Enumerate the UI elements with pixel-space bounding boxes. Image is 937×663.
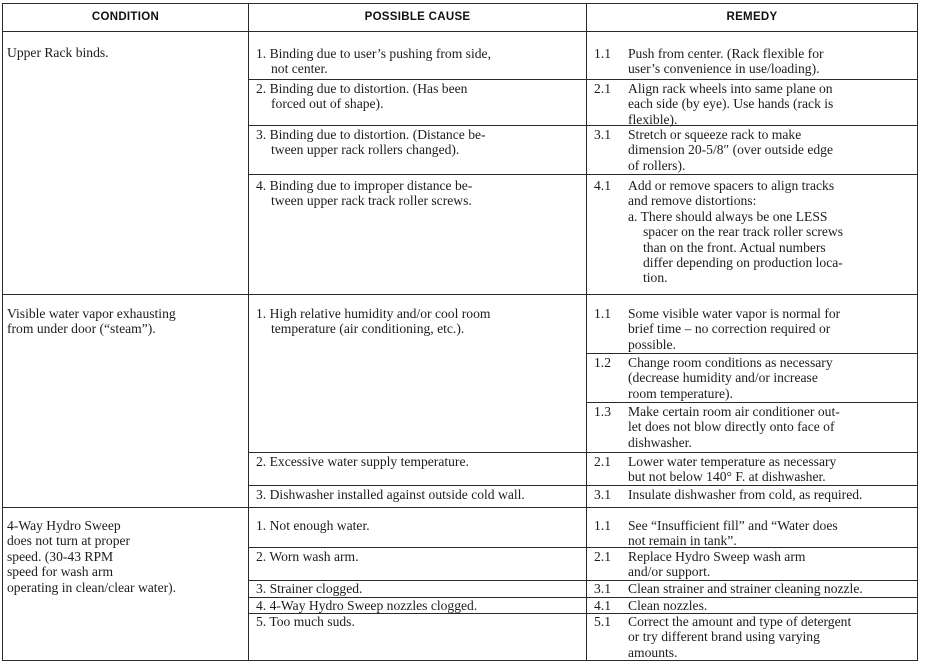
troubleshooting-table <box>2 3 918 661</box>
remedy-cell <box>628 178 843 286</box>
remedy-cell <box>628 581 863 596</box>
column-divider <box>248 4 249 660</box>
remedy-number: 2.1 <box>594 549 611 564</box>
cause-text: tween upper rack rollers changed). <box>271 142 460 158</box>
remedy-number: 1.2 <box>594 355 611 370</box>
remedy-cell <box>628 518 838 549</box>
remedy-rule <box>587 452 917 453</box>
header-condition: CONDITION <box>91 11 160 23</box>
remedy-text: (decrease humidity and/or increase <box>628 370 818 386</box>
remedy-subtext: than on the front. Actual numbers <box>643 239 826 255</box>
remedy-rule <box>587 402 917 403</box>
cause-cell <box>256 487 525 502</box>
remedy-text: Insulate dishwasher from cold, as required. <box>628 487 863 502</box>
cause-cell <box>256 598 477 613</box>
remedy-text: Clean nozzles. <box>628 598 708 613</box>
cause-cell <box>256 46 491 77</box>
cause-text: 3. Binding due to distortion. (Distance be- <box>256 127 486 142</box>
remedy-cell <box>628 598 707 613</box>
remedy-rule <box>587 174 917 175</box>
remedy-subtext: tion. <box>643 270 668 286</box>
cause-cell <box>256 518 370 533</box>
cause-text: 3. Dishwasher installed against outside cold wall. <box>256 487 525 502</box>
remedy-number: 4.1 <box>594 178 611 193</box>
remedy-text: Some visible water vapor is normal for <box>628 306 841 321</box>
group-rule <box>3 507 917 508</box>
cause-text: tween upper rack track roller screws. <box>271 193 472 209</box>
cause-text: not center. <box>271 61 328 77</box>
remedy-text: Add or remove spacers to align tracks <box>628 178 835 193</box>
remedy-number: 3.1 <box>594 487 611 502</box>
cause-cell <box>256 614 355 629</box>
remedy-number: 1.1 <box>594 306 611 321</box>
remedy-number: 3.1 <box>594 127 611 142</box>
remedy-cell <box>628 404 840 450</box>
condition-cell <box>7 45 109 60</box>
cause-cell <box>256 306 490 337</box>
remedy-text: Correct the amount and type of detergent <box>628 614 852 629</box>
remedy-rule <box>587 353 917 354</box>
remedy-text: room temperature). <box>628 385 733 401</box>
header-rule <box>3 31 917 32</box>
remedy-text: dishwasher. <box>628 434 692 450</box>
remedy-number: 2.1 <box>594 454 611 469</box>
remedy-text: not remain in tank”. <box>628 533 737 549</box>
remedy-text: each side (by eye). Use hands (rack is <box>628 96 834 112</box>
cause-rule <box>249 547 586 548</box>
cause-rule <box>249 485 586 486</box>
condition-text: does not turn at proper <box>7 533 131 549</box>
remedy-rule <box>587 485 917 486</box>
cause-rule <box>249 452 586 453</box>
cause-rule <box>249 174 586 175</box>
remedy-text: flexible). <box>628 111 678 127</box>
cause-rule <box>249 79 586 80</box>
header-cause: POSSIBLE CAUSE <box>364 11 471 23</box>
group-rule <box>3 294 917 295</box>
remedy-text: Change room conditions as necessary <box>628 355 833 370</box>
remedy-text: user’s convenience in use/loading). <box>628 61 820 77</box>
header-remedy: REMEDY <box>726 11 778 23</box>
condition-text: 4-Way Hydro Sweep <box>7 518 121 533</box>
remedy-text: Lower water temperature as necessary <box>628 454 837 469</box>
remedy-cell <box>628 614 851 660</box>
cause-cell <box>256 81 467 112</box>
condition-text: Upper Rack binds. <box>7 45 109 60</box>
condition-text: speed. (30-43 RPM <box>7 548 114 564</box>
cause-text: 2. Excessive water supply temperature. <box>256 454 469 469</box>
condition-text: Visible water vapor exhausting <box>7 306 176 321</box>
condition-text: from under door (“steam”). <box>7 321 156 337</box>
remedy-text: and remove distortions: <box>628 193 757 209</box>
remedy-cell <box>628 549 805 580</box>
remedy-cell <box>628 454 836 485</box>
remedy-cell <box>628 355 833 401</box>
remedy-cell <box>628 487 862 502</box>
cause-text: 2. Worn wash arm. <box>256 549 359 564</box>
remedy-number: 2.1 <box>594 81 611 96</box>
cause-cell <box>256 127 486 158</box>
remedy-text: dimension 20-5/8″ (over outside edge <box>628 142 833 158</box>
cause-cell <box>256 549 358 564</box>
remedy-text: amounts. <box>628 644 678 660</box>
column-divider <box>586 4 587 660</box>
cause-text: temperature (air conditioning, etc.). <box>271 321 465 337</box>
cause-text: 1. High relative humidity and/or cool room <box>256 306 491 321</box>
remedy-text: Make certain room air conditioner out- <box>628 404 840 419</box>
remedy-number: 5.1 <box>594 614 611 629</box>
cause-cell <box>256 581 362 596</box>
remedy-text: but not below 140° F. at dishwasher. <box>628 469 826 485</box>
condition-cell <box>7 518 176 595</box>
remedy-text: Clean strainer and strainer cleaning nozzle. <box>628 581 863 596</box>
remedy-text: Replace Hydro Sweep wash arm <box>628 549 806 564</box>
remedy-subtext: spacer on the rear track roller screws <box>643 224 844 240</box>
remedy-subtext: differ depending on production loca- <box>643 255 843 271</box>
remedy-cell <box>628 127 833 173</box>
remedy-text: Align rack wheels into same plane on <box>628 81 833 96</box>
remedy-text: possible. <box>628 336 676 352</box>
remedy-text: of rollers). <box>628 157 686 173</box>
cause-text: 3. Strainer clogged. <box>256 581 363 596</box>
cause-cell <box>256 454 469 469</box>
remedy-number: 1.1 <box>594 518 611 533</box>
cause-rule <box>249 125 586 126</box>
cause-text: 2. Binding due to distortion. (Has been <box>256 81 468 96</box>
remedy-text: brief time – no correction required or <box>628 321 831 337</box>
condition-text: speed for wash arm <box>7 564 114 580</box>
remedy-number: 1.1 <box>594 46 611 61</box>
remedy-number: 4.1 <box>594 598 611 613</box>
remedy-text: Push from center. (Rack flexible for <box>628 46 824 61</box>
cause-text: 5. Too much suds. <box>256 614 355 629</box>
remedy-number: 1.3 <box>594 404 611 419</box>
condition-cell <box>7 306 176 337</box>
remedy-subtext: a. There should always be one LESS <box>628 208 828 224</box>
cause-text: forced out of shape). <box>271 96 384 112</box>
remedy-text: and/or support. <box>628 564 711 580</box>
cause-text: 1. Binding due to user’s pushing from side, <box>256 46 491 61</box>
cause-cell <box>256 178 472 209</box>
cause-text: 4. Binding due to improper distance be- <box>256 178 473 193</box>
cause-text: 1. Not enough water. <box>256 518 370 533</box>
remedy-text: See “Insufficient fill” and “Water does <box>628 518 838 533</box>
cause-text: 4. 4-Way Hydro Sweep nozzles clogged. <box>256 598 478 613</box>
remedy-cell <box>628 306 840 352</box>
condition-text: operating in clean/clear water). <box>7 579 177 595</box>
remedy-number: 3.1 <box>594 581 611 596</box>
remedy-rule <box>587 79 917 80</box>
remedy-text: or try different brand using varying <box>628 629 820 645</box>
remedy-cell <box>628 81 833 127</box>
remedy-text: Stretch or squeeze rack to make <box>628 127 802 142</box>
remedy-text: let does not blow directly onto face of <box>628 419 835 435</box>
remedy-cell <box>628 46 824 77</box>
